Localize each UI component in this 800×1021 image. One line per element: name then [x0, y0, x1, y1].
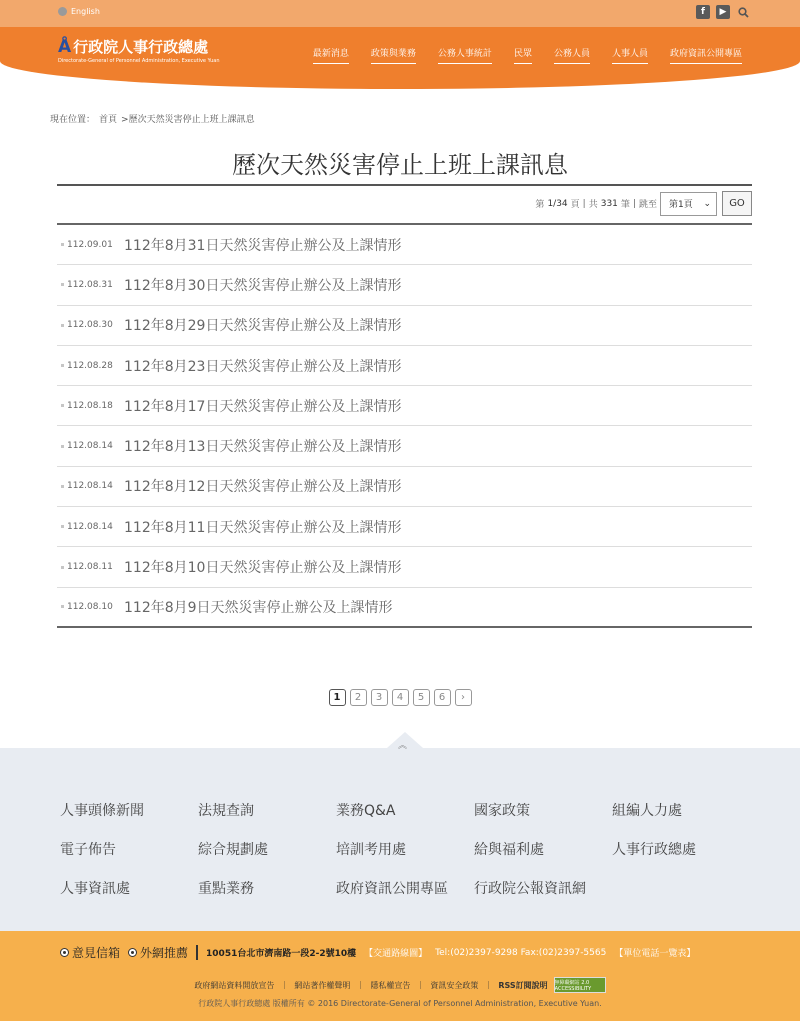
facebook-icon[interactable]: f [696, 5, 710, 19]
top-bar [0, 0, 800, 27]
item-date: 112.08.10 [67, 601, 113, 612]
footer-link[interactable]: 人事頭條新聞 [60, 803, 144, 819]
pager-separator: | [632, 198, 636, 209]
list-item[interactable] [57, 507, 752, 547]
bullet-icon [61, 283, 64, 286]
item-title[interactable]: 112年8月31日天然災害停止辦公及上課情形 [124, 237, 402, 254]
globe-icon [58, 7, 67, 16]
list-item[interactable] [57, 426, 752, 466]
item-title[interactable]: 112年8月23日天然災害停止辦公及上課情形 [124, 358, 402, 375]
item-date: 112.08.18 [67, 400, 113, 411]
chevron-down-icon: ⌄ [703, 198, 711, 209]
footer-link[interactable]: 人事資訊處 [60, 881, 130, 897]
bullet-icon [61, 404, 64, 407]
nav-item-public[interactable]: 民眾 [514, 46, 532, 64]
pager-info [535, 191, 752, 216]
social-links [696, 5, 750, 19]
list-item[interactable] [57, 306, 752, 346]
traffic-map-link[interactable]: 【交通路線圖】 [364, 949, 428, 959]
page-title: 歷次天然災害停止上班上課訊息 [232, 151, 568, 179]
item-title[interactable]: 112年8月13日天然災害停止辦公及上課情形 [124, 439, 402, 456]
pager-total-label: 共 [588, 200, 598, 210]
list-item[interactable] [57, 346, 752, 386]
footer-links [60, 800, 750, 895]
item-date: 112.08.14 [67, 441, 113, 452]
item-date: 112.08.11 [67, 562, 113, 573]
list-item[interactable] [57, 265, 752, 305]
breadcrumb-home[interactable]: 首頁 [99, 115, 118, 125]
external-links-button[interactable] [128, 944, 188, 961]
footer-policy-link[interactable]: 資訊安全政策 [430, 980, 479, 990]
page-link-4[interactable]: 4 [392, 689, 409, 706]
divider [57, 184, 752, 186]
list-item[interactable] [57, 467, 752, 507]
bullet-icon [61, 485, 64, 488]
nav-item-news[interactable]: 最新消息 [313, 46, 349, 64]
bullet-icon [61, 525, 64, 528]
nav-item-open-info[interactable]: 政府資訊公開專區 [670, 46, 742, 64]
bullet-icon [61, 445, 64, 448]
footer-link[interactable]: 國家政策 [474, 803, 530, 819]
list-item[interactable] [57, 225, 752, 265]
footer-link[interactable]: 政府資訊公開專區 [336, 881, 448, 897]
footer-contact-row [60, 944, 695, 961]
logo-title: 行政院人事行政總處 [73, 38, 209, 56]
footer-contact: Tel:(02)2397-9298 Fax:(02)2397-5565 [435, 947, 607, 958]
item-title[interactable]: 112年8月30日天然災害停止辦公及上課情形 [124, 277, 402, 294]
item-date: 112.08.28 [67, 360, 113, 371]
footer-link[interactable]: 電子佈告 [60, 842, 116, 858]
footer-policy-link[interactable]: 網站著作權聲明 [294, 980, 351, 990]
item-title[interactable]: 112年8月29日天然災害停止辦公及上課情形 [124, 318, 402, 335]
item-date: 112.09.01 [67, 239, 113, 250]
go-button[interactable]: GO [722, 191, 752, 216]
announcement-list [57, 225, 752, 628]
pager-separator: | [582, 198, 586, 209]
item-date: 112.08.14 [67, 521, 113, 532]
page-link-2[interactable]: 2 [350, 689, 367, 706]
item-date: 112.08.14 [67, 481, 113, 492]
copyright: 行政院人事行政總處 版權所有 © 2016 Directorate-General of Personnel Administration, Executive Yuan. [198, 999, 602, 1008]
item-date: 112.08.30 [67, 320, 113, 331]
item-title[interactable]: 112年8月17日天然災害停止辦公及上課情形 [124, 398, 402, 415]
item-title[interactable]: 112年8月11日天然災害停止辦公及上課情形 [124, 519, 402, 536]
divider [196, 945, 198, 960]
bullet-icon [61, 364, 64, 367]
footer-policy-links: 政府網站資料開放宣告 ｜ 網站著作權聲明 ｜ 隱私權宣告 ｜ 資訊安全政策 ｜ RSS訂閱說明 無障礙網站 2.0 ACCESSIBILITY [0, 977, 800, 993]
page-link-6[interactable]: 6 [434, 689, 451, 706]
footer-link[interactable]: 重點業務 [198, 881, 254, 897]
bullet-icon [61, 243, 64, 246]
nav-item-civil-servants[interactable]: 公務人員 [554, 46, 590, 64]
pagination [0, 689, 800, 706]
logo-mark-icon: Å [58, 36, 72, 57]
item-title[interactable]: 112年8月9日天然災害停止辦公及上課情形 [124, 599, 393, 616]
external-links-label: 外網推薦 [140, 946, 189, 960]
feedback-mailbox-button[interactable] [60, 944, 120, 961]
feedback-mailbox-label: 意見信箱 [72, 946, 121, 960]
page-link-5[interactable]: 5 [413, 689, 430, 706]
nav-item-personnel-staff[interactable]: 人事人員 [612, 46, 648, 64]
list-item[interactable] [57, 547, 752, 587]
footer-link[interactable]: 組編人力處 [612, 803, 682, 819]
breadcrumb-prefix: 現在位置： [50, 115, 96, 125]
bullet-icon [61, 605, 64, 608]
footer-policy-link[interactable]: 隱私權宣告 [370, 980, 411, 990]
site-header [0, 27, 800, 89]
language-switch[interactable] [58, 7, 100, 16]
next-page-button[interactable]: › [455, 689, 472, 706]
bullet-icon [61, 566, 64, 569]
footer-policy-link[interactable]: RSS訂閱說明 [498, 980, 548, 990]
footer-policy-link[interactable]: 政府網站資料開放宣告 [194, 980, 275, 990]
radio-dot-icon [128, 948, 137, 957]
language-label: English [71, 7, 100, 16]
page-select[interactable] [660, 192, 717, 216]
page-link-1[interactable]: 1 [329, 689, 346, 706]
main-nav [313, 46, 742, 64]
footer-link[interactable]: 業務Q&A [336, 803, 396, 819]
nav-item-policy[interactable]: 政策與業務 [371, 46, 416, 64]
search-icon[interactable] [736, 5, 750, 19]
footer-link[interactable]: 給與福利處 [474, 842, 544, 858]
logo-subtitle: Directorate-General of Personnel Administration, Executive Yuan [58, 58, 220, 64]
pager-page-value: 1/34 [547, 198, 568, 209]
pager-jump-label: 跳至 [638, 200, 657, 210]
footer-address: 10051台北市濟南路一段2-2號10樓 [206, 949, 357, 959]
item-date: 112.08.31 [67, 279, 113, 290]
item-title[interactable]: 112年8月10日天然災害停止辦公及上課情形 [124, 560, 402, 577]
pager-total-value: 331 [600, 198, 618, 209]
footer-link[interactable]: 人事行政總處 [612, 842, 696, 858]
list-item[interactable] [57, 588, 752, 628]
pager-page-unit: 頁 [570, 200, 580, 210]
footer-link[interactable]: 行政院公報資訊網 [474, 881, 586, 897]
phone-list-link[interactable]: 【單位電話一覽表】 [614, 949, 696, 959]
list-item[interactable] [57, 386, 752, 426]
breadcrumb [50, 112, 255, 125]
nav-item-statistics[interactable]: 公務人事統計 [438, 46, 492, 64]
footer-link[interactable]: 法規查詢 [198, 803, 254, 819]
pager-total-unit: 筆 [620, 200, 630, 210]
pager-page-label: 第 [535, 200, 545, 210]
footer-link[interactable]: 綜合規劃處 [198, 842, 268, 858]
page-link-3[interactable]: 3 [371, 689, 388, 706]
breadcrumb-current: >歷次天然災害停止上班上課訊息 [121, 115, 255, 125]
site-logo[interactable] [58, 36, 219, 64]
accessibility-badge[interactable]: 無障礙網站 2.0 ACCESSIBILITY [554, 977, 606, 993]
item-title[interactable]: 112年8月12日天然災害停止辦公及上課情形 [124, 479, 402, 496]
footer-link[interactable]: 培訓考用處 [336, 842, 406, 858]
back-to-top-icon[interactable]: ︽ [398, 741, 408, 751]
bullet-icon [61, 324, 64, 327]
radio-dot-icon [60, 948, 69, 957]
youtube-icon[interactable]: ▶ [716, 5, 730, 19]
page-select-value: 第1頁 [669, 200, 693, 210]
